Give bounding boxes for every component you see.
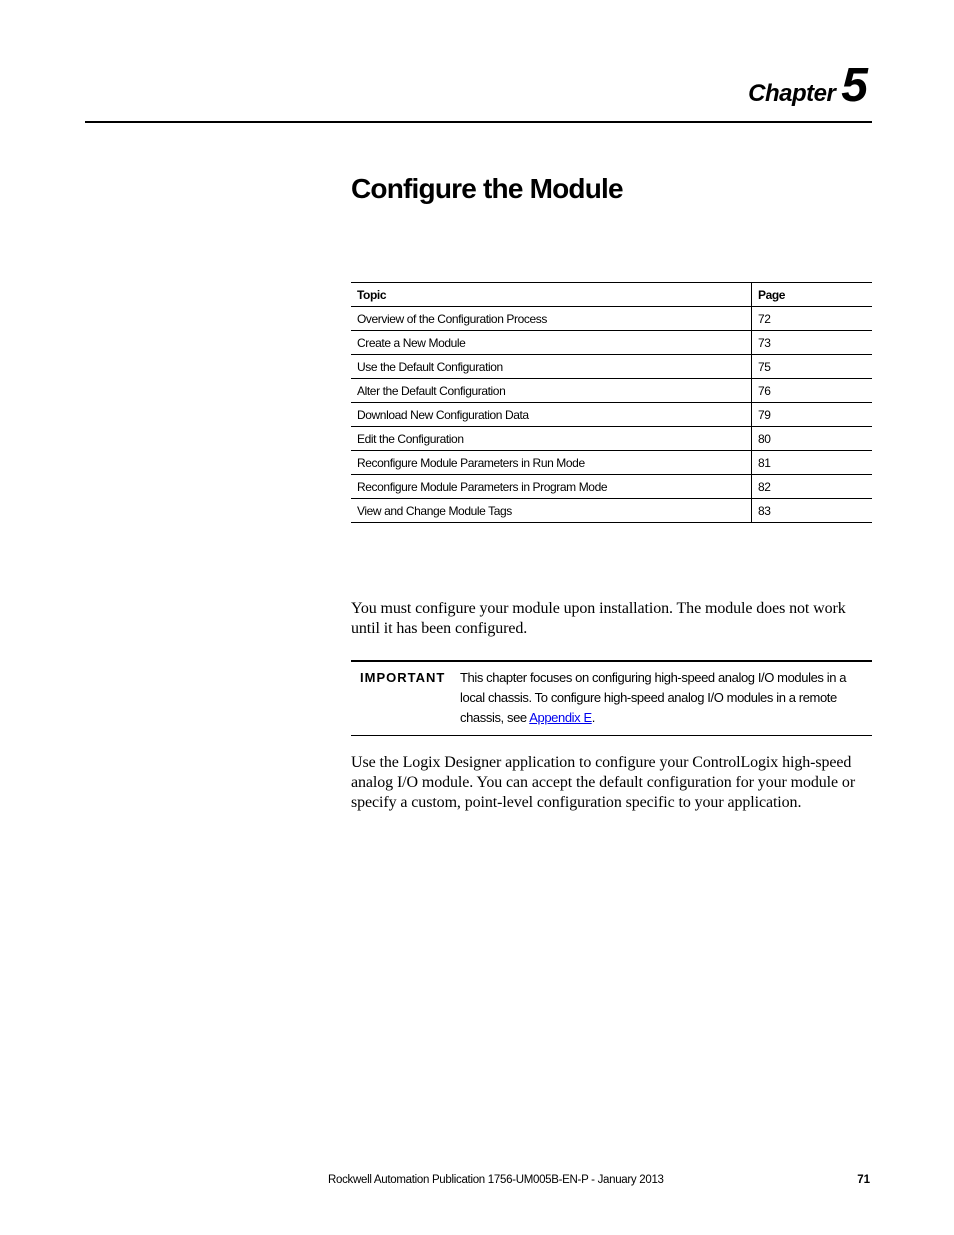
table-row [351,331,872,355]
topic-cell: Alter the Default Configuration [351,379,752,403]
page-cell: 72 [752,307,873,331]
appendix-e-link[interactable]: Appendix E [529,710,592,725]
page-cell: 76 [752,379,873,403]
topic-cell: Use the Default Configuration [351,355,752,379]
footer-publication: Rockwell Automation Publication 1756-UM005B-EN-P - January 2013 [328,1174,664,1186]
page-cell: 75 [752,355,873,379]
topic-cell: Overview of the Configuration Process [351,307,752,331]
table-row [351,475,872,499]
intro-paragraph: You must configure your module upon installation. The module does not work until it has been configured. [351,600,846,637]
page-column-header: Page [752,283,873,307]
page-cell: 81 [752,451,873,475]
table-row [351,499,872,523]
page-cell: 83 [752,499,873,523]
topic-cell: View and Change Module Tags [351,499,752,523]
topic-cell: Edit the Configuration [351,427,752,451]
table-row [351,379,872,403]
table-row [351,355,872,379]
table-header-row [351,283,872,307]
important-notice [351,660,872,736]
chapter-number: 5 [841,59,868,112]
topic-cell: Reconfigure Module Parameters in Program Mode [351,475,752,499]
chapter-heading [748,59,868,112]
topic-cell: Create a New Module [351,331,752,355]
important-label: IMPORTANT [360,670,446,685]
chapter-label: Chapter [748,80,836,107]
page-title: Configure the Module [351,173,623,204]
table-row [351,307,872,331]
topic-table [351,282,872,523]
page-cell: 79 [752,403,873,427]
page-cell: 73 [752,331,873,355]
important-text-end: . [591,710,595,725]
table-row [351,451,872,475]
topic-column-header: Topic [351,283,752,307]
important-text [460,668,870,728]
logix-paragraph: Use the Logix Designer application to configure your ControlLogix high-speed analog I/O module. You can accept the default configuration for your module or specify a custom, point-level configuration specific to your application. [351,754,856,811]
topic-cell: Reconfigure Module Parameters in Run Mode [351,451,752,475]
table-row [351,427,872,451]
table-row [351,403,872,427]
important-text-body: This chapter focuses on configuring high-speed analog I/O modules in a local chassis. To configure high-speed analog I/O modules in a remote chassis, see [460,670,847,725]
page-cell: 82 [752,475,873,499]
footer-page-number: 71 [857,1174,870,1186]
chapter-divider [85,121,872,123]
topic-cell: Download New Configuration Data [351,403,752,427]
page-cell: 80 [752,427,873,451]
